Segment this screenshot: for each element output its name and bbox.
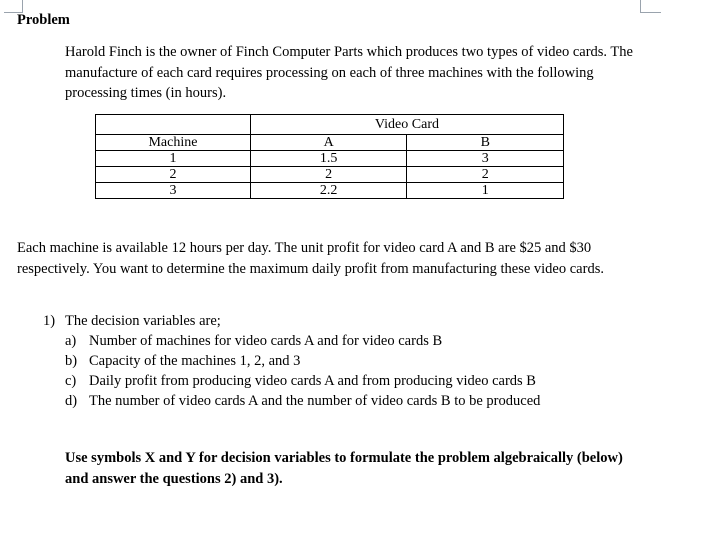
column-header-b: B (407, 135, 564, 151)
table-cell-a: 2 (250, 167, 407, 183)
video-card-group-header: Video Card (250, 115, 563, 135)
option-a (65, 331, 643, 351)
option-text: The number of video cards A and the number of video cards B to be produced (89, 393, 541, 409)
table-row (96, 167, 564, 183)
column-header-a: A (250, 135, 407, 151)
constraints-paragraph: Each machine is available 12 hours per day. The unit profit for video card A and B are $25 and $30 respectively. You want to determine the maximum daily profit from manufacturing these video cards. (17, 240, 604, 277)
table-cell-machine: 1 (96, 151, 251, 167)
table-cell-a: 2.2 (250, 183, 407, 199)
table-cell-b: 3 (407, 151, 564, 167)
table-cell-b: 1 (407, 183, 564, 199)
question-number: 1) (43, 313, 56, 329)
column-header-machine: Machine (96, 135, 251, 151)
table-cell-b: 2 (407, 167, 564, 183)
question-1 (43, 312, 643, 411)
table-cell-machine: 3 (96, 183, 251, 199)
option-d (65, 391, 643, 411)
option-text: Capacity of the machines 1, 2, and 3 (89, 353, 301, 369)
instruction-text: Use symbols X and Y for decision variables to formulate the problem algebraically (below) and answer the questions 2) and 3). (65, 450, 623, 487)
table-header-row (96, 135, 564, 151)
option-letter: d) (65, 393, 78, 409)
table-row (96, 151, 564, 167)
option-text: Daily profit from producing video cards A and from producing video cards B (89, 373, 536, 389)
table-cell-a: 1.5 (250, 151, 407, 167)
option-c (65, 371, 643, 391)
intro-paragraph: Harold Finch is the owner of Finch Computer Parts which produces two types of video cards. The manufacture of each card requires processing on each of three machines with the following processing times (in hours). (65, 44, 633, 101)
processing-times-table (95, 114, 564, 199)
question-stem (43, 312, 643, 331)
table-row (96, 183, 564, 199)
table-blank-cell (96, 115, 251, 135)
table-cell-machine: 2 (96, 167, 251, 183)
corner-crop-mark-right (640, 0, 661, 13)
option-letter: a) (65, 333, 77, 349)
option-letter: c) (65, 373, 77, 389)
option-b (65, 351, 643, 371)
problem-heading: Problem (17, 12, 70, 28)
option-text: Number of machines for video cards A and for video cards B (89, 333, 443, 349)
option-letter: b) (65, 353, 78, 369)
table-group-header-row (96, 115, 564, 135)
answer-options (65, 331, 643, 411)
question-text: The decision variables are; (65, 313, 221, 329)
